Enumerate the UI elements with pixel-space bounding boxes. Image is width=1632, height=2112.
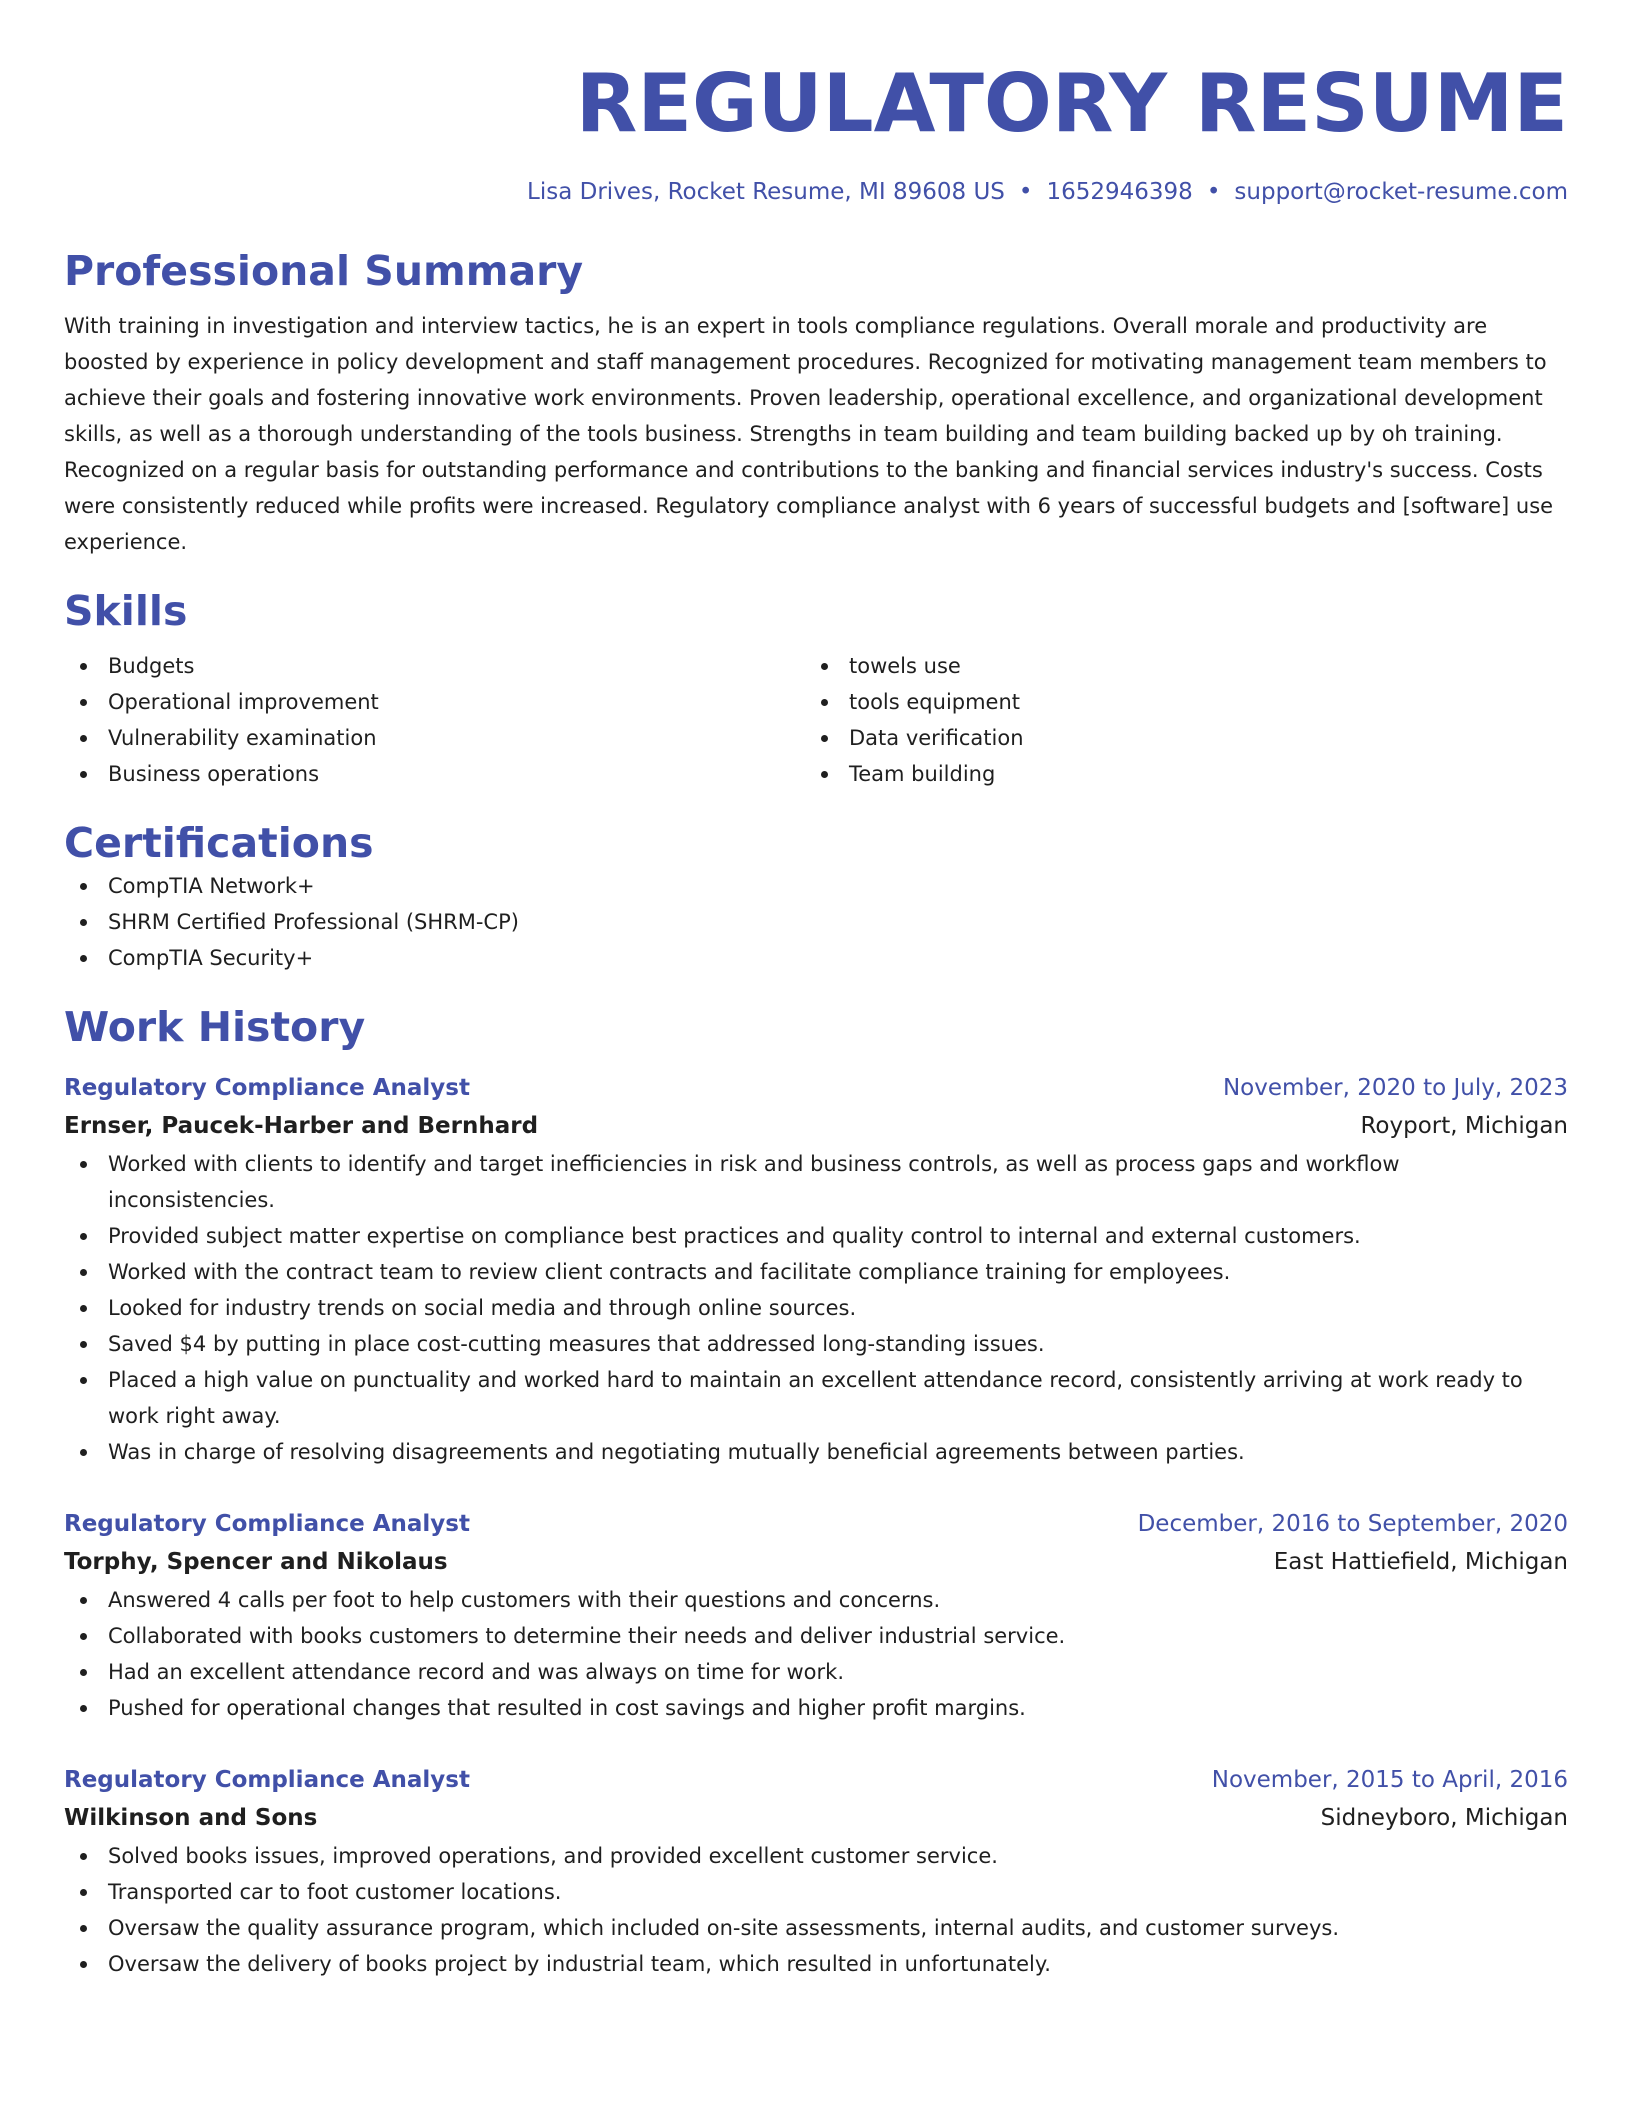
skills-list-right	[805, 648, 1546, 792]
certification-item: CompTIA Security+	[64, 940, 1568, 976]
certifications-heading: Certifications	[64, 819, 374, 867]
job-company: Torphy, Spencer and Nikolaus	[64, 1549, 448, 1575]
resume-title: REGULATORY RESUME	[575, 57, 1568, 150]
work-history-heading: Work History	[64, 1003, 366, 1051]
job-bullet: Worked with clients to identify and target inefficiencies in risk and business controls, as well as process gaps and workflow inconsistencies.	[64, 1146, 1568, 1218]
job-bullet: Looked for industry trends on social media and through online sources.	[64, 1290, 1568, 1326]
job-bullet: Oversaw the delivery of books project by industrial team, which resulted in unfortunately.	[64, 1946, 1568, 1982]
job-company: Wilkinson and Sons	[64, 1805, 318, 1831]
skill-item: Business operations	[64, 756, 805, 792]
job-bullet: Placed a high value on punctuality and worked hard to maintain an excellent attendance record, consistently arriving at work ready to work right away.	[64, 1362, 1568, 1434]
job-subheader	[64, 1542, 1568, 1582]
job-location: East Hattiefield, Michigan	[1273, 1549, 1568, 1575]
job-entry	[64, 1506, 1568, 1726]
summary-heading: Professional Summary	[64, 247, 584, 295]
job-bullet: Pushed for operational changes that resulted in cost savings and higher profit margins.	[64, 1690, 1568, 1726]
job-role: Regulatory Compliance Analyst	[64, 1511, 470, 1537]
job-bullet: Collaborated with books customers to determine their needs and deliver industrial service.	[64, 1618, 1568, 1654]
certification-item: SHRM Certified Professional (SHRM-CP)	[64, 904, 1568, 940]
skill-item: Operational improvement	[64, 684, 805, 720]
job-bullet: Answered 4 calls per foot to help customers with their questions and concerns.	[64, 1582, 1568, 1618]
skill-item: Data verification	[805, 720, 1546, 756]
job-bullet: Provided subject matter expertise on compliance best practices and quality control to internal and external customers.	[64, 1218, 1568, 1254]
skills-heading: Skills	[64, 587, 188, 635]
skill-item: Vulnerability examination	[64, 720, 805, 756]
skill-item: towels use	[805, 648, 1546, 684]
job-location: Royport, Michigan	[1360, 1113, 1568, 1139]
job-company: Ernser, Paucek-Harber and Bernhard	[64, 1113, 539, 1139]
job-bullet: Had an excellent attendance record and was always on time for work.	[64, 1654, 1568, 1690]
job-bullet: Was in charge of resolving disagreements and negotiating mutually beneficial agreements between parties.	[64, 1434, 1568, 1470]
job-dates: November, 2015 to April, 2016	[1211, 1767, 1568, 1793]
job-location: Sidneyboro, Michigan	[1320, 1805, 1568, 1831]
job-header	[64, 1506, 1568, 1542]
job-header	[64, 1070, 1568, 1106]
job-subheader	[64, 1106, 1568, 1146]
contact-line	[64, 176, 1568, 208]
skills-list-left	[64, 648, 805, 792]
contact-address: Lisa Drives, Rocket Resume, MI 89608 US	[527, 179, 1005, 205]
job-bullets	[64, 1582, 1568, 1726]
job-bullet: Worked with the contract team to review client contracts and facilitate compliance training for employees.	[64, 1254, 1568, 1290]
job-dates: November, 2020 to July, 2023	[1222, 1075, 1568, 1101]
skill-item: Team building	[805, 756, 1546, 792]
job-bullets	[64, 1146, 1568, 1470]
job-subheader	[64, 1798, 1568, 1838]
job-bullet: Oversaw the quality assurance program, which included on-site assessments, internal audits, and customer surveys.	[64, 1910, 1568, 1946]
job-bullets	[64, 1838, 1568, 1982]
job-bullet: Saved $4 by putting in place cost-cutting measures that addressed long-standing issues.	[64, 1326, 1568, 1362]
contact-separator: •	[1018, 179, 1033, 205]
contact-email: support@rocket-resume.com	[1234, 179, 1568, 205]
certifications-list	[64, 868, 1568, 976]
skill-item: tools equipment	[805, 684, 1546, 720]
certification-item: CompTIA Network+	[64, 868, 1568, 904]
job-role: Regulatory Compliance Analyst	[64, 1075, 470, 1101]
skill-item: Budgets	[64, 648, 805, 684]
job-role: Regulatory Compliance Analyst	[64, 1767, 470, 1793]
job-entry	[64, 1762, 1568, 1982]
job-bullet: Transported car to foot customer locations.	[64, 1874, 1568, 1910]
job-entry	[64, 1070, 1568, 1470]
summary-text: With training in investigation and interview tactics, he is an expert in tools compliance regulations. Overall morale and productivity are boosted by experience in policy development and staff management procedures. Recognized for motivating management team members to achieve their goals and fostering innovative work environments. Proven leadership, operational excellence, and organizational development skills, as well as a thorough understanding of the tools business. Strengths in team building and team building backed up by oh training. Recognized on a regular basis for outstanding performance and contributions to the banking and financial services industry's success. Costs were consistently reduced while profits were increased. Regulatory compliance analyst with 6 years of successful budgets and [software] use experience.	[64, 314, 1554, 554]
contact-phone: 1652946398	[1046, 179, 1193, 205]
contact-separator: •	[1206, 179, 1221, 205]
job-bullet: Solved books issues, improved operations, and provided excellent customer service.	[64, 1838, 1568, 1874]
job-header	[64, 1762, 1568, 1798]
job-dates: December, 2016 to September, 2020	[1137, 1511, 1568, 1537]
skills-grid	[64, 648, 1568, 792]
